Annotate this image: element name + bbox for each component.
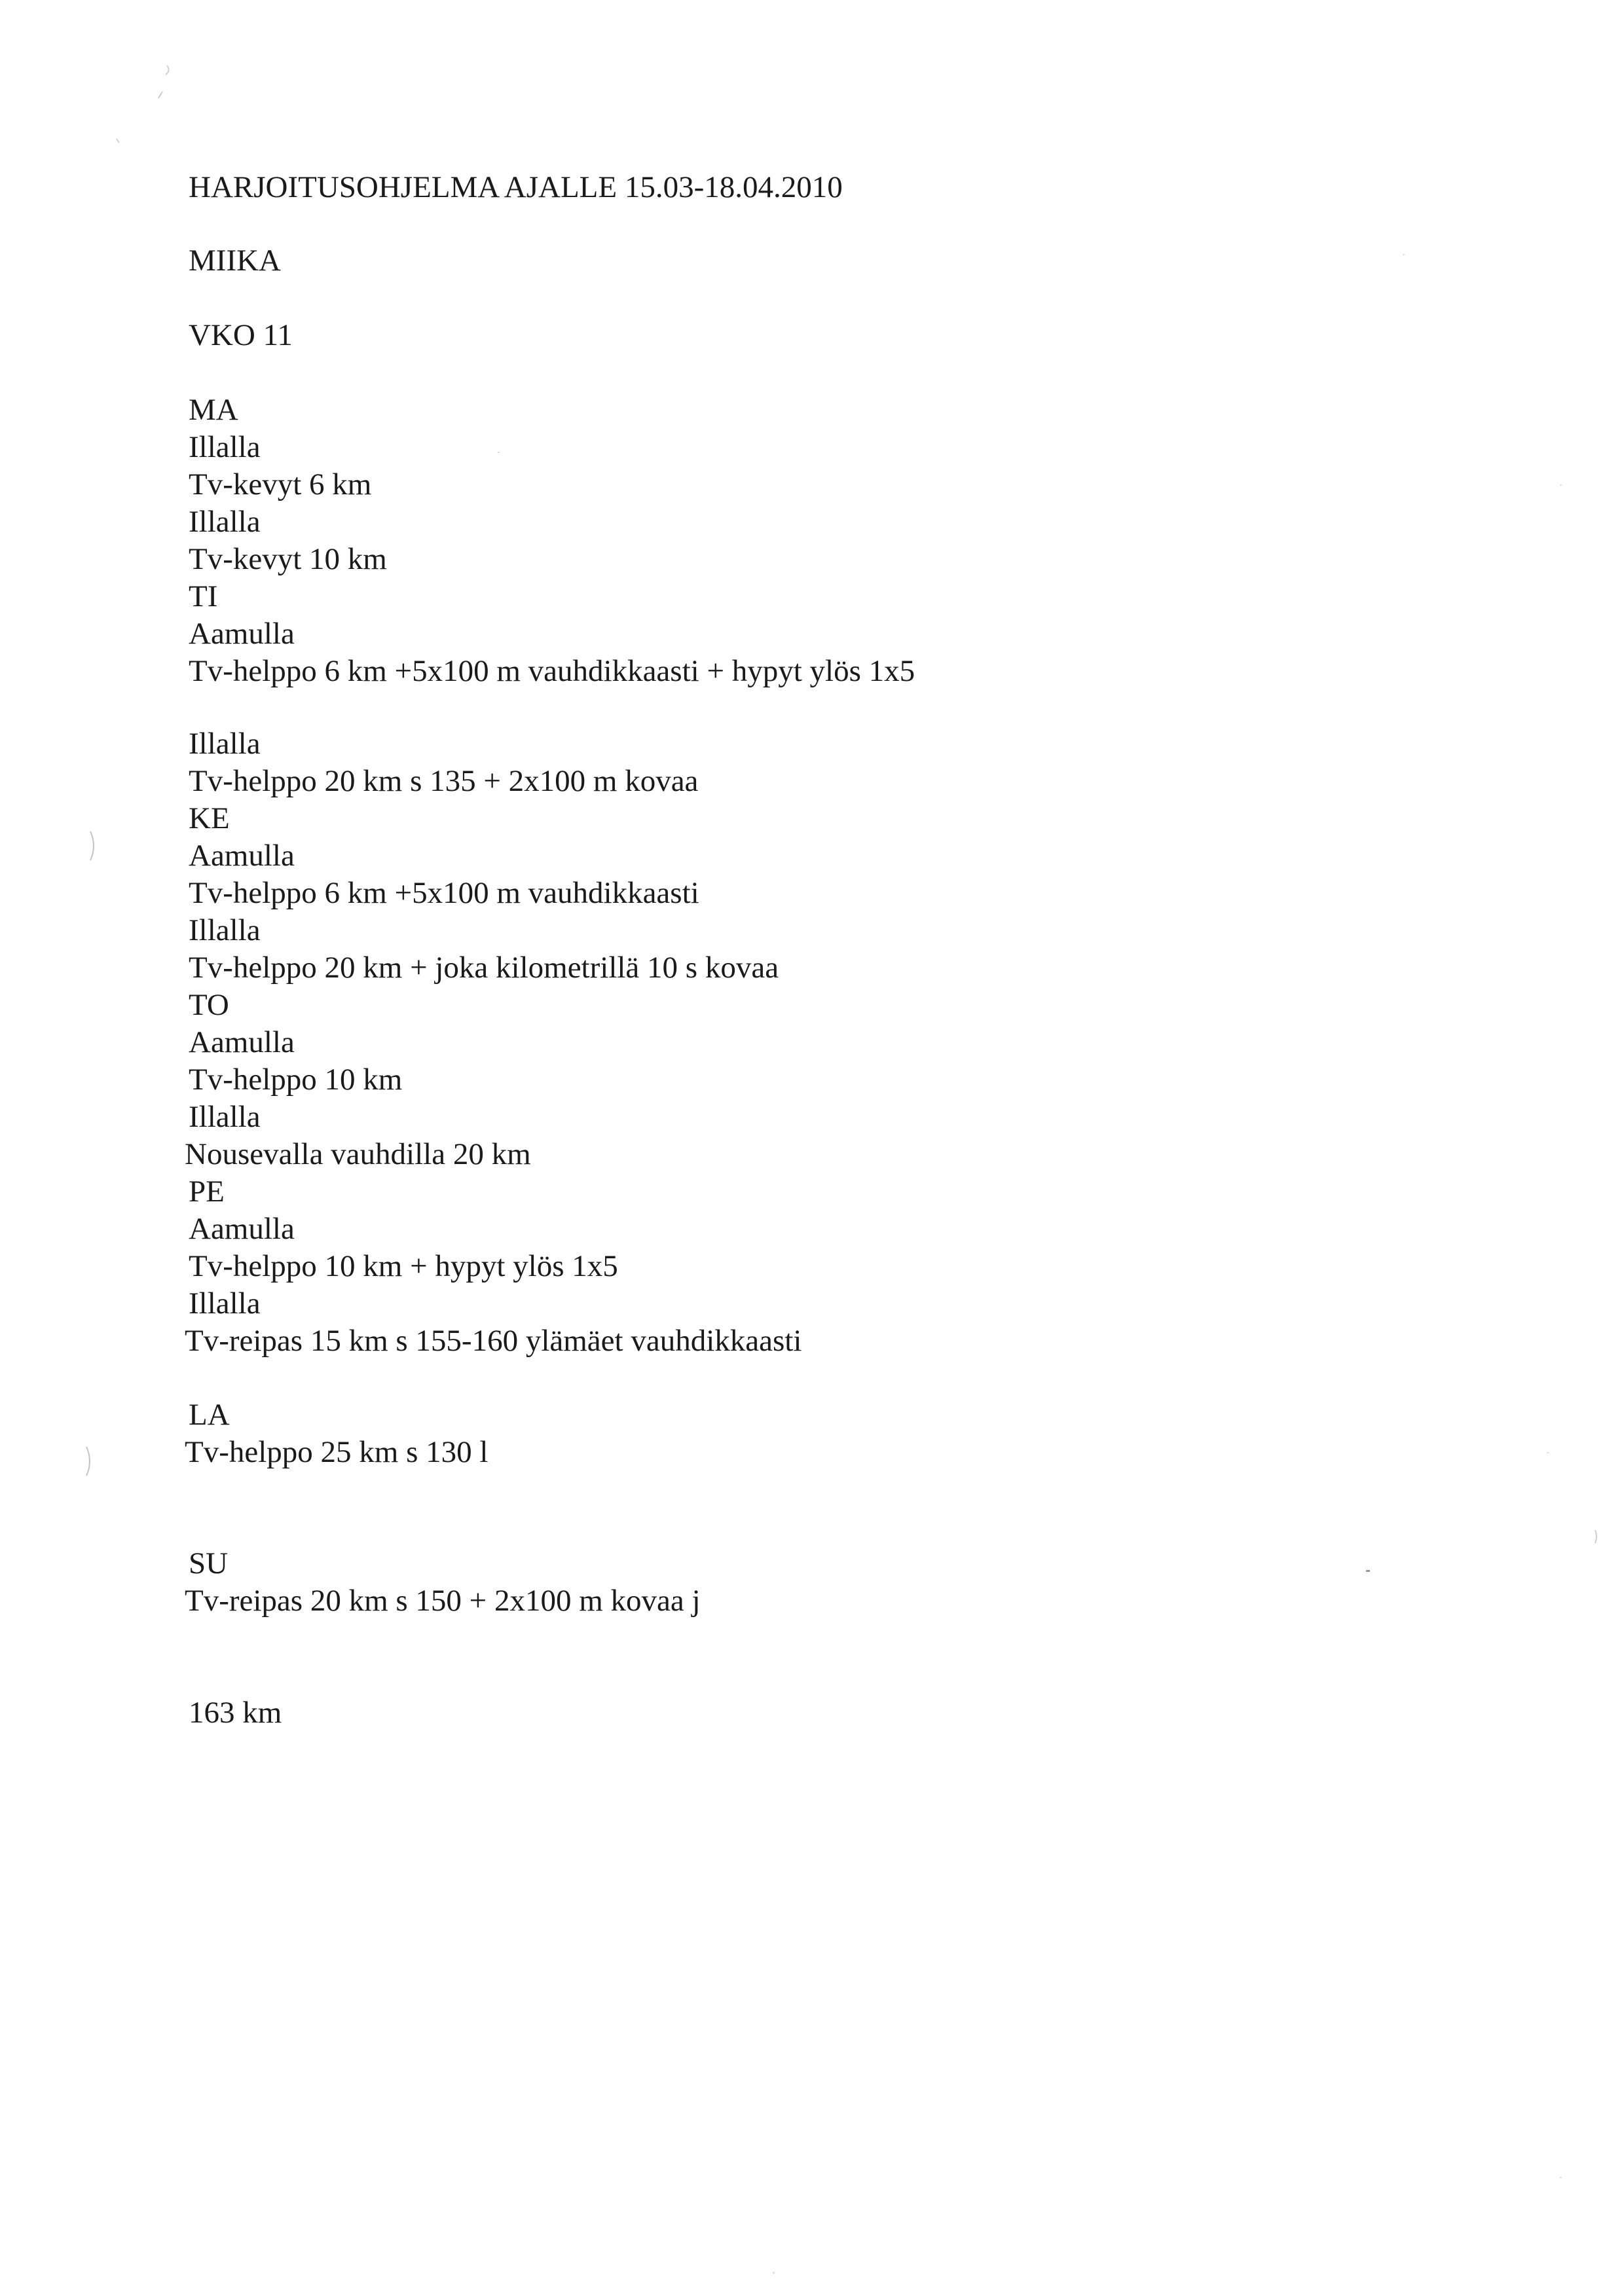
session-time: Aamulla: [189, 1212, 295, 1246]
day-label-ma: MA: [189, 393, 238, 427]
session-time: Illalla: [189, 1100, 261, 1134]
session-workout: Tv-helppo 6 km +5x100 m vauhdikkaasti + hypyt ylös 1x5: [189, 654, 915, 688]
document-title: HARJOITUSOHJELMA AJALLE 15.03-18.04.2010: [189, 170, 843, 204]
session-time: Aamulla: [189, 839, 295, 873]
session-time: Aamulla: [189, 617, 295, 651]
session-time: Illalla: [189, 913, 261, 947]
session-workout: Tv-helppo 25 km s 130 l: [185, 1435, 489, 1469]
session-workout: Tv-helppo 20 km s 135 + 2x100 m kovaa: [189, 764, 699, 798]
session-workout: Nousevalla vauhdilla 20 km: [185, 1137, 531, 1171]
session-workout: Tv-helppo 10 km + hypyt ylös 1x5: [189, 1249, 618, 1283]
session-workout: Tv-reipas 20 km s 150 + 2x100 m kovaa j: [185, 1584, 701, 1618]
day-label-ti: TI: [189, 579, 218, 613]
session-workout: Tv-kevyt 6 km: [189, 467, 372, 501]
athlete-name: MIIKA: [189, 244, 281, 278]
day-label-la: LA: [189, 1398, 230, 1432]
weekly-total: 163 km: [189, 1696, 282, 1730]
session-time: Illalla: [189, 430, 261, 464]
day-label-ke: KE: [189, 801, 230, 835]
session-workout: Tv-reipas 15 km s 155-160 ylämäet vauhdikkaasti: [185, 1324, 802, 1358]
day-label-to: TO: [189, 988, 229, 1022]
session-time: Illalla: [189, 1286, 261, 1321]
week-heading: VKO 11: [189, 318, 293, 352]
day-label-su: SU: [189, 1546, 229, 1580]
session-workout: Tv-kevyt 10 km: [189, 542, 387, 576]
session-time: Illalla: [189, 505, 261, 539]
session-workout: Tv-helppo 6 km +5x100 m vauhdikkaasti: [189, 876, 699, 910]
day-label-pe: PE: [189, 1175, 225, 1209]
session-workout: Tv-helppo 10 km: [189, 1063, 403, 1097]
session-time: Illalla: [189, 727, 261, 761]
session-workout: Tv-helppo 20 km + joka kilometrillä 10 s kovaa: [189, 951, 779, 985]
session-time: Aamulla: [189, 1025, 295, 1059]
